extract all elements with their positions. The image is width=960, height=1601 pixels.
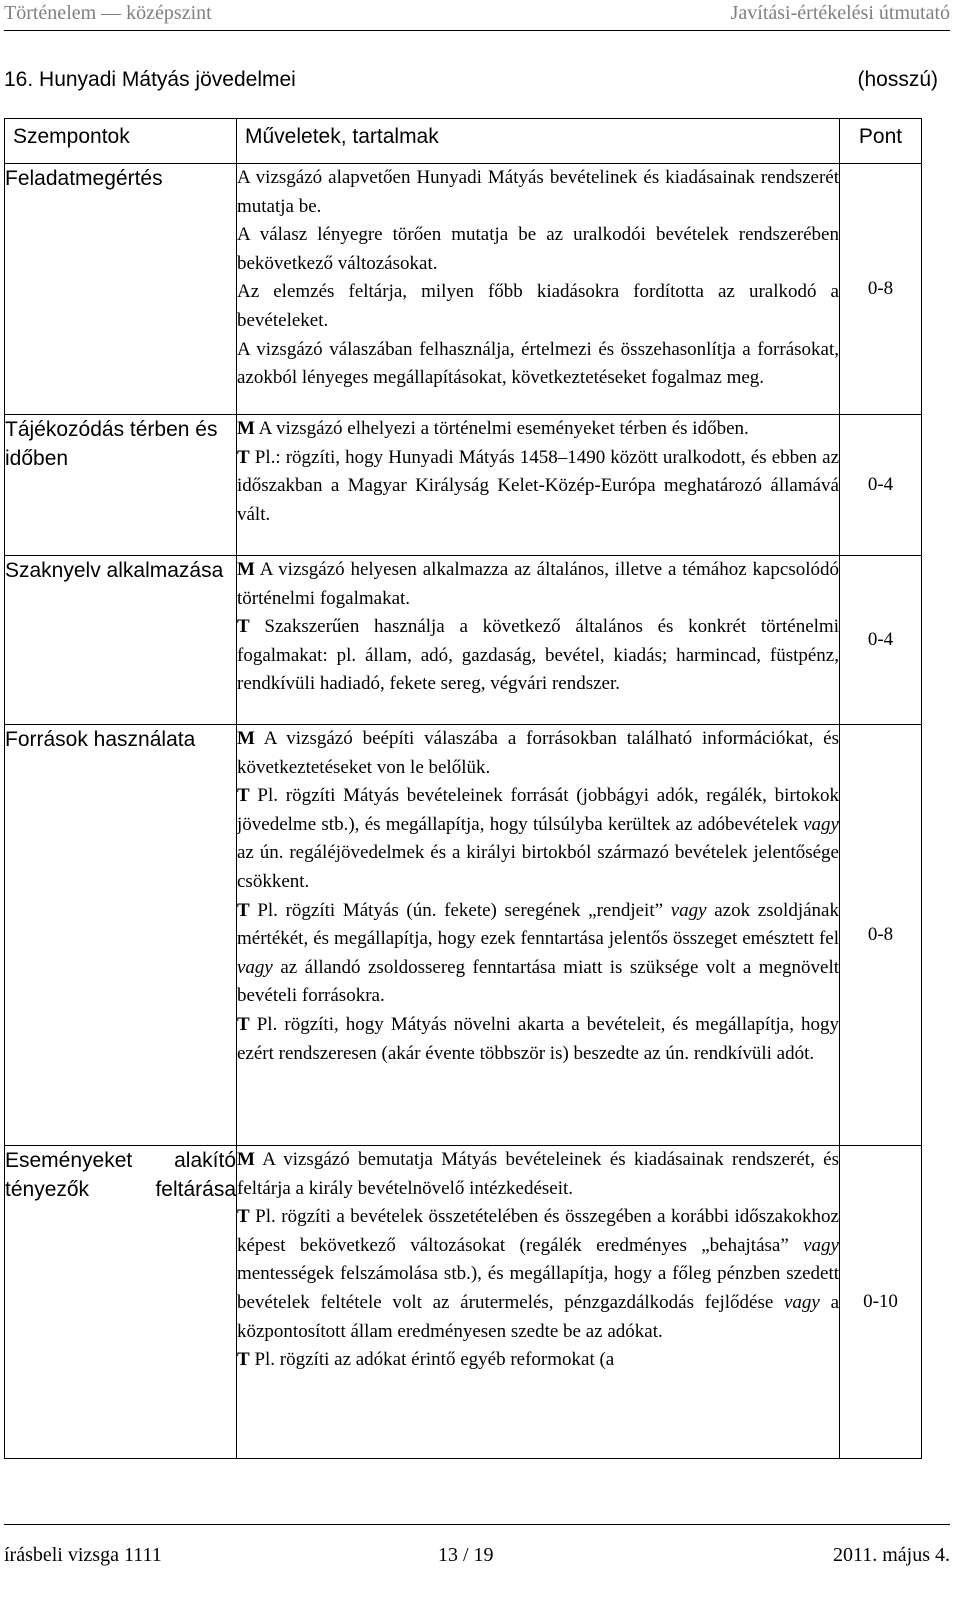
- typical-text: azok zsoldjának mértékét, és megállapítja, hogy ezek fenntartása jelentős összeget emésztett fel: [237, 899, 839, 950]
- aspect-cell: [5, 1146, 237, 1459]
- typical-text: a központosított állam eredményesen szedte be az adókat.: [237, 1291, 840, 1342]
- typical-text: Pl. rögzíti az adókat érintő egyéb reformokat (a: [249, 1349, 615, 1371]
- typical-label: T: [237, 1349, 250, 1371]
- criterion-text: A vizsgázó alapvetően Hunyadi Mátyás bevételinek és kiadásainak rendszerét mutatja be.: [237, 167, 839, 217]
- task-title: 16. Hunyadi Mátyás jövedelmei: [4, 68, 296, 91]
- typical-text: Pl.: rögzíti, hogy Hunyadi Mátyás 1458–1490 között uralkodott, és ebben az időszakban a Magyar Királyság Kelet-Közép-Európa meghatározó államává vált.: [237, 446, 839, 525]
- content-cell: [237, 415, 840, 556]
- minimum-label: M: [237, 418, 255, 439]
- content-cell: [237, 725, 840, 1146]
- minimum-label: M: [237, 1149, 255, 1170]
- typical-label: T: [237, 1206, 250, 1228]
- footer-page-number: 13 / 19: [438, 1544, 494, 1566]
- typical-text: Pl. rögzíti Mátyás (ún. fekete) seregének „rendjeit”: [249, 899, 671, 921]
- or-word: vagy: [784, 1291, 820, 1313]
- content-cell: [237, 164, 840, 415]
- typical-text: mentességek felszámolása stb.), és megállapítja, hogy a főleg pénzben szedett bevételek feltétele volt az árutermelés, pénzgazdálkodás fejlődése: [237, 1263, 839, 1313]
- typical-text: Pl. rögzíti a bevételek összetételében és összegében a korábbi időszakokhoz képest bekövetkező változásokat (regálék eredményes „behajtása”: [237, 1206, 839, 1256]
- minimum-label: M: [237, 728, 255, 749]
- minimum-text: A vizsgázó beépíti válaszába a forrásokban található információkat, és következtetéseket von le belőlük.: [237, 728, 839, 778]
- typical-label: T: [237, 899, 250, 921]
- aspect-cell: Tájékozódás térben és időben: [5, 415, 237, 556]
- minimum-text: A vizsgázó helyesen alkalmazza az általános, illetve a témához kapcsolódó történelmi fogalmakat.: [237, 559, 839, 609]
- points-cell: 0-4: [840, 415, 922, 556]
- footer-exam: írásbeli vizsga 1111: [4, 1544, 162, 1566]
- criterion-text: Az elemzés feltárja, milyen főbb kiadásokra fordította az uralkodó a bevételeket.: [237, 281, 839, 331]
- aspect-cell: Források használata: [5, 725, 237, 1146]
- aspect-cell: Feladatmegértés: [5, 164, 237, 415]
- content-cell: [237, 556, 840, 725]
- points-cell: 0-8: [840, 164, 922, 415]
- table-row: [5, 164, 922, 415]
- table-row: [5, 415, 922, 556]
- points-cell: 0-4: [840, 556, 922, 725]
- minimum-text: A vizsgázó elhelyezi a történelmi eseményeket térben és időben.: [254, 418, 749, 439]
- criterion-text: A vizsgázó válaszában felhasználja, értelmezi és összehasonlítja a forrásokat, azokból lényeges megállapításokat, következtetéseket fogalmaz meg.: [237, 338, 839, 389]
- content-cell: [237, 1146, 840, 1459]
- header-guide-title: Javítási-értékelési útmutató: [730, 2, 950, 24]
- points-cell: 0-8: [840, 725, 922, 1146]
- typical-label: T: [237, 616, 250, 638]
- typical-label: T: [237, 1013, 250, 1035]
- typical-text: az ún. regáléjövedelmek és a királyi birtokból származó bevételek jelentősége csökkent.: [237, 842, 839, 892]
- or-word: vagy: [670, 899, 707, 921]
- footer-rule: [4, 1524, 950, 1525]
- table-row: [5, 1146, 922, 1459]
- typical-text: Pl. rögzíti, hogy Mátyás növelni akarta a bevételeit, és megállapítja, hogy ezért rendszeresen (akár évente többször is) beszedte az ún. rendkívüli adót.: [237, 1013, 839, 1064]
- header-subject: Történelem — középszint: [4, 2, 212, 24]
- minimum-label: M: [237, 559, 255, 580]
- minimum-text: A vizsgázó bemutatja Mátyás bevételeinek és kiadásainak rendszerét, és feltárja a király bevételnövelő intézkedéseit.: [237, 1149, 839, 1199]
- table-row: [5, 725, 922, 1146]
- criterion-text: A válasz lényegre törően mutatja be az uralkodói bevételek rendszerében bekövetkező változásokat.: [237, 224, 839, 274]
- column-header-contents: Műveletek, tartalmak: [237, 119, 840, 164]
- task-kind: (hosszú): [857, 68, 938, 91]
- typical-label: T: [237, 785, 250, 807]
- typical-text: Szakszerűen használja a következő általános és konkrét történelmi fogalmakat: pl. állam, adó, gazdaság, bevétel, kiadás; harmincad, füstpénz, rendkívüli hadiadó, fekete sereg, végvári rendszer.: [237, 616, 839, 695]
- aspect-cell: Szaknyelv alkalmazása: [5, 556, 237, 725]
- column-header-points: Pont: [840, 119, 922, 164]
- table-header-row: [5, 119, 922, 164]
- column-header-aspects: Szempontok: [5, 119, 237, 164]
- task-heading: [4, 68, 938, 102]
- points-cell: 0-10: [840, 1146, 922, 1459]
- typical-text: az állandó zsoldossereg fenntartása miatt is szüksége volt a megnövelt bevételi forrásokra.: [237, 956, 839, 1007]
- typical-text: Pl. rögzíti Mátyás bevételeinek forrását (jobbágyi adók, regálék, birtokok jövedelme stb.), és megállapítja, hogy túlsúlyba kerültek az adóbevételek: [237, 785, 839, 835]
- or-word: vagy: [803, 1234, 839, 1256]
- scoring-table: [4, 118, 922, 1459]
- page-header: [4, 0, 950, 28]
- table-row: [5, 556, 922, 725]
- aspect-text: Eseményeket alakító tényezők feltárása: [5, 1149, 236, 1201]
- typical-label: T: [237, 446, 250, 468]
- footer-date: 2011. május 4.: [832, 1544, 950, 1566]
- header-rule: [4, 30, 950, 31]
- or-word: vagy: [237, 956, 273, 978]
- or-word: vagy: [803, 813, 839, 835]
